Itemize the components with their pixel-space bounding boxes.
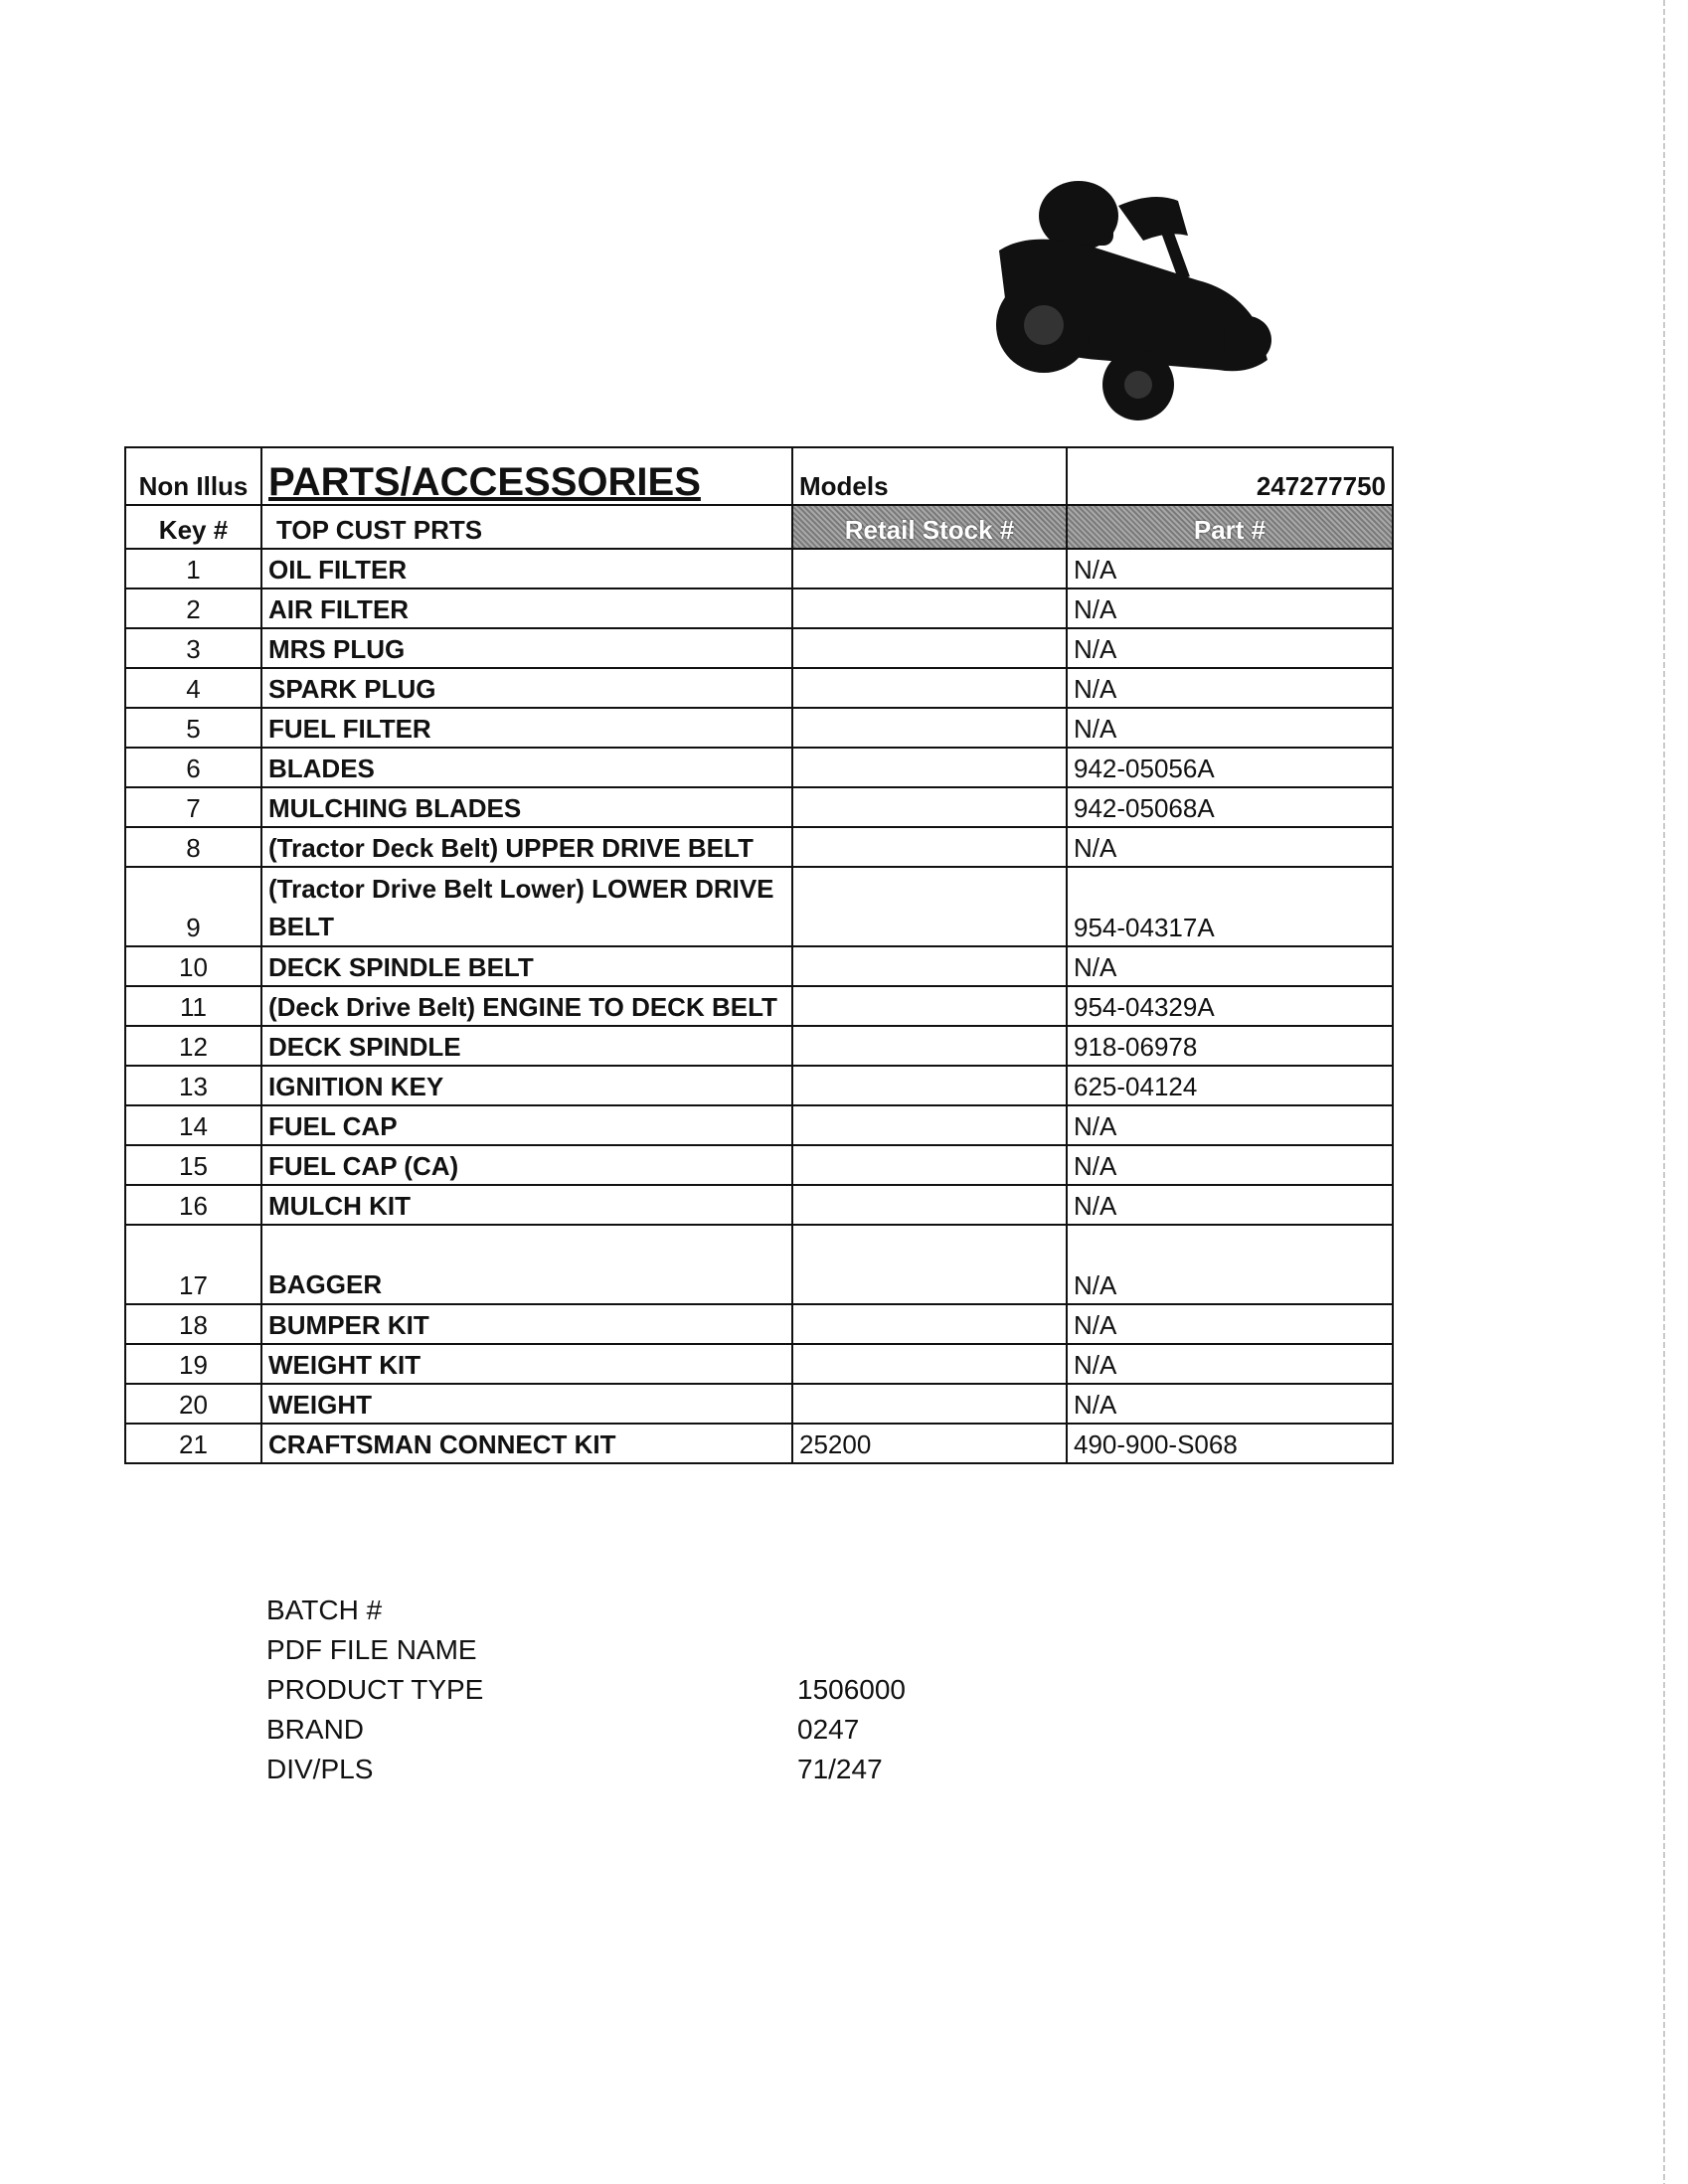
retail-stock-cell (792, 1066, 1067, 1105)
table-row (125, 588, 1393, 628)
retail-stock-cell (792, 628, 1067, 668)
key-cell: 8 (125, 827, 261, 867)
table-row (125, 1185, 1393, 1225)
part-number-cell: 942-05056A (1067, 748, 1393, 787)
key-cell: 6 (125, 748, 261, 787)
part-number-cell: N/A (1067, 1185, 1393, 1225)
key-cell: 9 (125, 867, 261, 946)
table-row (125, 708, 1393, 748)
description-cell: FUEL CAP (261, 1105, 792, 1145)
table-row (125, 946, 1393, 986)
table-row (125, 1304, 1393, 1344)
table-header-row (125, 447, 1393, 505)
description-cell: WEIGHT (261, 1384, 792, 1424)
key-cell: 4 (125, 668, 261, 708)
part-number-cell: N/A (1067, 1145, 1393, 1185)
models-label: Models (792, 447, 1067, 505)
retail-stock-cell (792, 1225, 1067, 1304)
part-number-cell: N/A (1067, 588, 1393, 628)
info-label: PRODUCT TYPE (266, 1674, 484, 1705)
parts-table-body (125, 549, 1393, 1463)
part-number-column-header: Part # (1067, 505, 1393, 549)
part-number-cell: N/A (1067, 1384, 1393, 1424)
table-row (125, 1026, 1393, 1066)
key-cell: 17 (125, 1225, 261, 1304)
retail-stock-cell (792, 867, 1067, 946)
key-cell: 20 (125, 1384, 261, 1424)
description-cell: OIL FILTER (261, 549, 792, 588)
retail-stock-cell (792, 588, 1067, 628)
key-cell: 13 (125, 1066, 261, 1105)
table-row (125, 549, 1393, 588)
retail-stock-cell (792, 986, 1067, 1026)
description-cell: FUEL CAP (CA) (261, 1145, 792, 1185)
table-row (125, 628, 1393, 668)
retail-stock-cell (792, 1304, 1067, 1344)
part-number-cell: N/A (1067, 827, 1393, 867)
part-number-cell: 918-06978 (1067, 1026, 1393, 1066)
table-row (125, 827, 1393, 867)
table-row (125, 1145, 1393, 1185)
description-cell: MRS PLUG (261, 628, 792, 668)
retail-stock-cell (792, 549, 1067, 588)
description-cell: CRAFTSMAN CONNECT KIT (261, 1424, 792, 1463)
part-number-cell: N/A (1067, 1105, 1393, 1145)
description-cell: BLADES (261, 748, 792, 787)
retail-stock-column-header: Retail Stock # (792, 505, 1067, 549)
part-number-cell: 490-900-S068 (1067, 1424, 1393, 1463)
part-number-cell: N/A (1067, 708, 1393, 748)
category-header: TOP CUST PRTS (261, 505, 792, 549)
retail-stock-cell (792, 1344, 1067, 1384)
retail-stock-cell (792, 827, 1067, 867)
description-cell: (Tractor Deck Belt) UPPER DRIVE BELT (261, 827, 792, 867)
table-row (125, 1344, 1393, 1384)
retail-stock-cell (792, 1384, 1067, 1424)
table-row (125, 787, 1393, 827)
description-cell: BAGGER (261, 1225, 792, 1304)
part-number-cell: 954-04317A (1067, 867, 1393, 946)
description-cell: MULCH KIT (261, 1185, 792, 1225)
part-number-cell: N/A (1067, 1344, 1393, 1384)
description-cell: BUMPER KIT (261, 1304, 792, 1344)
table-row (125, 1105, 1393, 1145)
info-value: 1506000 (797, 1674, 907, 1705)
description-cell: WEIGHT KIT (261, 1344, 792, 1384)
key-cell: 1 (125, 549, 261, 588)
key-cell: 16 (125, 1185, 261, 1225)
info-value: 71/247 (797, 1754, 883, 1784)
part-number-cell: N/A (1067, 1225, 1393, 1304)
model-number: 247277750 (1067, 447, 1393, 505)
parts-table (124, 446, 1394, 1464)
part-number-cell: N/A (1067, 668, 1393, 708)
info-label: BRAND (266, 1714, 365, 1745)
retail-stock-cell (792, 1105, 1067, 1145)
table-row (125, 668, 1393, 708)
description-cell: DECK SPINDLE BELT (261, 946, 792, 986)
column-header-row (125, 505, 1393, 549)
retail-stock-cell (792, 668, 1067, 708)
key-cell: 10 (125, 946, 261, 986)
info-label: DIV/PLS (266, 1754, 374, 1784)
description-cell: (Tractor Drive Belt Lower) LOWER DRIVE BELT (261, 867, 792, 946)
key-cell: 14 (125, 1105, 261, 1145)
part-number-cell: N/A (1067, 549, 1393, 588)
part-number-cell: 625-04124 (1067, 1066, 1393, 1105)
key-cell: 18 (125, 1304, 261, 1344)
scan-edge-line (1663, 0, 1665, 2184)
part-number-cell: N/A (1067, 946, 1393, 986)
info-label: BATCH # (266, 1595, 383, 1625)
key-cell: 12 (125, 1026, 261, 1066)
riding-mower-icon (969, 161, 1307, 429)
key-column-header: Key # (125, 505, 261, 549)
part-number-cell: N/A (1067, 1304, 1393, 1344)
part-number-cell: N/A (1067, 628, 1393, 668)
retail-stock-cell (792, 1145, 1067, 1185)
table-row (125, 1384, 1393, 1424)
retail-stock-cell (792, 708, 1067, 748)
key-cell: 7 (125, 787, 261, 827)
retail-stock-cell (792, 1026, 1067, 1066)
retail-stock-cell (792, 946, 1067, 986)
info-value: 0247 (797, 1714, 860, 1745)
description-cell: (Deck Drive Belt) ENGINE TO DECK BELT (261, 986, 792, 1026)
table-row (125, 1225, 1393, 1304)
info-label: PDF FILE NAME (266, 1634, 477, 1665)
key-cell: 5 (125, 708, 261, 748)
table-row (125, 986, 1393, 1026)
description-cell: AIR FILTER (261, 588, 792, 628)
retail-stock-cell (792, 748, 1067, 787)
key-cell: 3 (125, 628, 261, 668)
key-cell: 2 (125, 588, 261, 628)
table-row (125, 1066, 1393, 1105)
non-illus-label: Non Illus (125, 447, 261, 505)
part-number-cell: 942-05068A (1067, 787, 1393, 827)
key-cell: 21 (125, 1424, 261, 1463)
description-cell: FUEL FILTER (261, 708, 792, 748)
description-cell: DECK SPINDLE (261, 1026, 792, 1066)
retail-stock-cell (792, 787, 1067, 827)
retail-stock-cell (792, 1185, 1067, 1225)
table-row (125, 1424, 1393, 1463)
part-number-cell: 954-04329A (1067, 986, 1393, 1026)
description-cell: IGNITION KEY (261, 1066, 792, 1105)
page-title: PARTS/ACCESSORIES (268, 460, 701, 504)
table-row (125, 748, 1393, 787)
key-cell: 11 (125, 986, 261, 1026)
key-cell: 19 (125, 1344, 261, 1384)
retail-stock-cell: 25200 (792, 1424, 1067, 1463)
description-cell: SPARK PLUG (261, 668, 792, 708)
description-cell: MULCHING BLADES (261, 787, 792, 827)
table-row (125, 867, 1393, 946)
key-cell: 15 (125, 1145, 261, 1185)
